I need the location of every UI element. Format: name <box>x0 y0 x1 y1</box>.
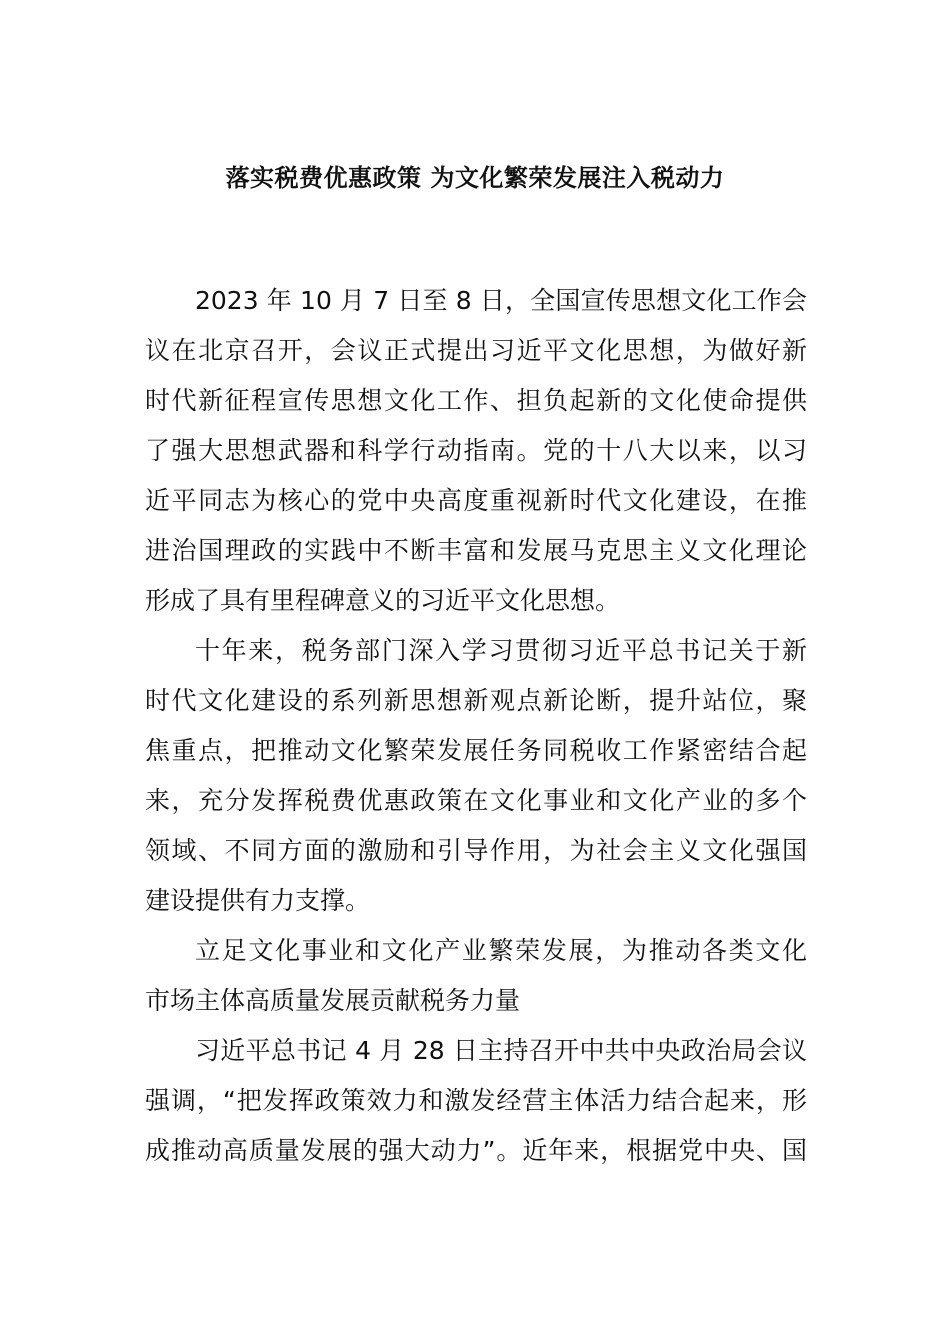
document-title: 落实税费优惠政策 为文化繁荣发展注入税动力 <box>225 164 725 192</box>
paragraph-line: 时代新征程宣传思想文化工作、担负起新的文化使命提供 <box>145 386 807 415</box>
paragraph-line: 2023 年 10 月 7 日至 8 日，全国宣传思想文化工作会 <box>195 286 807 315</box>
paragraph-line: 领域、不同方面的激励和引导作用，为社会主义文化强国 <box>145 836 807 865</box>
paragraph-line: 习近平总书记 4 月 28 日主持召开中共中央政治局会议 <box>195 1036 807 1065</box>
paragraph-line: 进治国理政的实践中不断丰富和发展马克思主义文化理论 <box>145 536 807 565</box>
paragraph-line: 议在北京召开，会议正式提出习近平文化思想，为做好新 <box>145 336 807 365</box>
paragraph-line: 形成了具有里程碑意义的习近平文化思想。 <box>145 586 621 615</box>
paragraph-line: 近平同志为核心的党中央高度重视新时代文化建设，在推 <box>145 486 807 515</box>
paragraph-line: 立足文化事业和文化产业繁荣发展，为推动各类文化 <box>195 936 807 965</box>
paragraph-line: 十年来，税务部门深入学习贯彻习近平总书记关于新 <box>195 636 807 665</box>
paragraph-4 <box>145 1026 807 1176</box>
paragraph-1 <box>145 276 807 626</box>
paragraph-line: 了强大思想武器和科学行动指南。党的十八大以来，以习 <box>145 436 807 465</box>
document-body <box>145 276 807 1176</box>
paragraph-line: 时代文化建设的系列新思想新观点新论断，提升站位，聚 <box>145 686 807 715</box>
paragraph-3 <box>145 926 807 1026</box>
paragraph-line: 强调，“把发挥政策效力和激发经营主体活力结合起来，形 <box>145 1086 807 1115</box>
paragraph-line: 来，充分发挥税费优惠政策在文化事业和文化产业的多个 <box>145 786 807 815</box>
paragraph-line: 成推动高质量发展的强大动力”。近年来，根据党中央、国 <box>145 1136 807 1165</box>
paragraph-line: 市场主体高质量发展贡献税务力量 <box>145 986 521 1015</box>
paragraph-2 <box>145 626 807 926</box>
paragraph-line: 建设提供有力支撑。 <box>145 886 371 915</box>
paragraph-line: 焦重点，把推动文化繁荣发展任务同税收工作紧密结合起 <box>145 736 807 765</box>
